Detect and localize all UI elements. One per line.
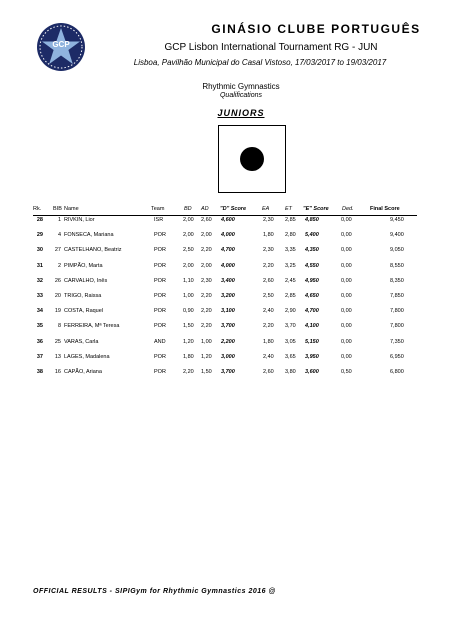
cell-et: 2,85	[285, 217, 296, 223]
cell-final: 7,800	[390, 323, 404, 330]
cell-team: POR	[154, 293, 166, 299]
cell-final: 9,050	[390, 247, 404, 254]
cell-final: 7,350	[390, 338, 404, 345]
cell-ad: 2,00	[201, 232, 212, 239]
cell-d: 3,100	[221, 308, 235, 315]
col-bd: BD	[184, 206, 192, 212]
table-row	[33, 247, 417, 257]
cell-ded: 0,00	[341, 293, 352, 299]
club-name: GINÁSIO CLUBE PORTUGUÊS	[211, 22, 421, 36]
cell-bib: 27	[54, 247, 61, 254]
cell-et: 2,45	[285, 277, 296, 284]
category-title: JUNIORS	[217, 108, 265, 118]
cell-rk: 36	[36, 338, 43, 345]
table-row	[33, 293, 417, 303]
cell-ad: 2,20	[201, 308, 212, 315]
cell-ad: 2,30	[201, 277, 212, 284]
cell-final: 8,350	[390, 277, 404, 284]
col-d-score: "D" Score	[220, 206, 247, 212]
cell-ad: 1,00	[201, 338, 212, 345]
cell-ded: 0,00	[341, 277, 352, 284]
cell-ad: 1,50	[201, 369, 212, 375]
cell-ea: 2,50	[263, 293, 274, 299]
cell-bib: 2	[57, 262, 61, 269]
cell-bib: 19	[54, 308, 61, 315]
cell-ded: 0,00	[341, 232, 352, 239]
cell-team: POR	[154, 277, 166, 284]
cell-e: 5,400	[305, 232, 319, 239]
cell-ea: 2,40	[263, 353, 274, 360]
cell-d: 4,700	[221, 247, 235, 254]
cell-team: POR	[154, 353, 166, 360]
cell-rk: 34	[36, 308, 43, 315]
cell-et: 2,85	[285, 293, 296, 299]
col-final-score: Final Score	[370, 206, 400, 212]
cell-team: ISR	[154, 217, 164, 223]
cell-name: PIMPÃO, Marta	[64, 262, 103, 269]
apparatus-box	[218, 125, 286, 193]
cell-ad: 2,60	[201, 217, 212, 223]
cell-et: 2,90	[285, 308, 296, 315]
cell-e: 4,550	[305, 262, 319, 269]
col-ded: Ded.	[342, 206, 354, 212]
col-rank: Rk.	[33, 206, 42, 212]
cell-name: RIVKIN, Lior	[64, 217, 95, 223]
cell-rk: 28	[36, 217, 43, 223]
table-row	[33, 278, 417, 288]
cell-bib: 25	[54, 338, 61, 345]
cell-e: 4,700	[305, 308, 319, 315]
cell-ded: 0,00	[341, 217, 352, 223]
cell-d: 3,000	[221, 353, 235, 360]
cell-ded: 0,00	[341, 338, 352, 345]
cell-e: 4,350	[305, 247, 319, 254]
cell-d: 4,000	[221, 262, 235, 269]
cell-rk: 30	[36, 247, 43, 254]
cell-final: 8,550	[390, 262, 404, 269]
cell-bib: 8	[57, 323, 61, 330]
cell-et: 3,05	[285, 338, 296, 345]
cell-e: 4,100	[305, 323, 319, 330]
cell-name: TRIGO, Raissa	[64, 293, 102, 299]
cell-ded: 0,00	[341, 262, 352, 269]
cell-bd: 2,20	[183, 369, 194, 375]
table-row	[33, 323, 417, 333]
table-row	[33, 217, 417, 227]
cell-et: 3,80	[285, 369, 296, 375]
table-row	[33, 339, 417, 349]
cell-d: 3,400	[221, 277, 235, 284]
cell-rk: 38	[36, 369, 43, 375]
cell-ea: 2,20	[263, 323, 274, 330]
cell-rk: 35	[36, 323, 43, 330]
cell-et: 2,80	[285, 232, 296, 239]
cell-ad: 2,20	[201, 247, 212, 254]
cell-name: VARAS, Carla	[64, 338, 99, 345]
logo-lettering: GCP	[52, 40, 70, 49]
cell-name: LAGES, Madalena	[64, 353, 110, 360]
cell-team: POR	[154, 247, 166, 254]
club-logo	[36, 22, 86, 72]
col-name: Name	[64, 206, 79, 212]
cell-name: FONSECA, Mariana	[64, 232, 114, 239]
cell-bd: 1,20	[183, 338, 194, 345]
cell-rk: 37	[36, 353, 43, 360]
cell-d: 3,700	[221, 323, 235, 330]
cell-e: 4,650	[305, 293, 319, 299]
cell-e: 4,850	[305, 217, 319, 223]
cell-ea: 1,80	[263, 338, 274, 345]
cell-bib: 1	[57, 217, 61, 223]
cell-rk: 31	[36, 262, 43, 269]
cell-et: 3,35	[285, 247, 296, 254]
cell-et: 3,65	[285, 353, 296, 360]
cell-ea: 2,30	[263, 217, 274, 223]
cell-bd: 1,00	[183, 293, 194, 299]
col-ea: EA	[262, 206, 270, 212]
cell-bib: 20	[54, 293, 61, 299]
cell-bd: 2,50	[183, 247, 194, 254]
cell-rk: 33	[36, 293, 43, 299]
cell-ea: 2,30	[263, 247, 274, 254]
cell-rk: 32	[36, 277, 43, 284]
cell-name: COSTA, Raquel	[64, 308, 104, 315]
cell-bib: 26	[54, 277, 61, 284]
cell-name: CASTELHANO, Beatriz	[64, 247, 122, 254]
table-row	[33, 369, 417, 379]
cell-d: 2,200	[221, 338, 235, 345]
cell-ad: 2,20	[201, 293, 212, 299]
col-team: Team	[151, 206, 165, 212]
discipline: Rhythmic Gymnastics	[202, 82, 280, 91]
cell-ea: 2,60	[263, 369, 274, 375]
cell-name: CAPÃO, Ariana	[64, 369, 102, 375]
cell-final: 6,950	[390, 353, 404, 360]
cell-name: FERREIRA, Mª Teresa	[64, 323, 120, 330]
cell-bd: 1,50	[183, 323, 194, 330]
footer-note: OFFICIAL RESULTS - SIPIGym for Rhythmic Gymnastics 2016 @	[33, 588, 276, 595]
cell-team: POR	[154, 369, 166, 375]
cell-ad: 2,00	[201, 262, 212, 269]
cell-d: 4,600	[221, 217, 235, 223]
cell-e: 4,950	[305, 277, 319, 284]
col-ad: AD	[201, 206, 209, 212]
cell-bd: 2,00	[183, 217, 194, 223]
phase: Qualifications	[219, 92, 263, 99]
cell-et: 3,25	[285, 262, 296, 269]
cell-ad: 1,20	[201, 353, 212, 360]
cell-bd: 2,00	[183, 232, 194, 239]
table-header	[33, 206, 417, 216]
cell-ea: 2,40	[263, 308, 274, 315]
cell-et: 3,70	[285, 323, 296, 330]
ball-icon	[240, 147, 264, 171]
cell-bd: 2,00	[183, 262, 194, 269]
venue-dates: Lisboa, Pavilhão Municipal do Casal Vistoso, 17/03/2017 to 19/03/2017	[133, 58, 387, 67]
col-et: ET	[285, 206, 293, 212]
cell-e: 3,950	[305, 353, 319, 360]
cell-d: 3,200	[221, 293, 235, 299]
cell-final: 6,800	[390, 369, 404, 375]
cell-ea: 2,20	[263, 262, 274, 269]
cell-e: 5,150	[305, 338, 319, 345]
tournament-title: GCP Lisbon International Tournament RG - JUN	[164, 42, 378, 53]
table-row	[33, 263, 417, 273]
cell-bib: 16	[54, 369, 61, 375]
cell-ded: 0,00	[341, 353, 352, 360]
cell-bib: 4	[57, 232, 61, 239]
cell-name: CARVALHO, Inês	[64, 277, 108, 284]
cell-bd: 1,10	[183, 277, 194, 284]
cell-bib: 13	[54, 353, 61, 360]
table-row	[33, 308, 417, 318]
cell-team: POR	[154, 262, 166, 269]
cell-ded: 0,00	[341, 308, 352, 315]
cell-e: 3,600	[305, 369, 319, 375]
cell-team: POR	[154, 308, 166, 315]
cell-team: POR	[154, 323, 166, 330]
table-row	[33, 354, 417, 364]
col-bib: BIB	[53, 206, 62, 212]
cell-ded: 0,00	[341, 323, 352, 330]
cell-team: POR	[154, 232, 166, 239]
col-e-score: "E" Score	[303, 206, 329, 212]
cell-final: 7,850	[390, 293, 404, 299]
cell-bd: 1,80	[183, 353, 194, 360]
cell-ea: 2,60	[263, 277, 274, 284]
table-row	[33, 232, 417, 242]
cell-rk: 29	[36, 232, 43, 239]
cell-ea: 1,80	[263, 232, 274, 239]
cell-team: AND	[154, 338, 166, 345]
cell-ad: 2,20	[201, 323, 212, 330]
cell-final: 9,400	[390, 232, 404, 239]
cell-ded: 0,50	[341, 369, 352, 375]
cell-final: 9,450	[390, 217, 404, 223]
cell-bd: 0,90	[183, 308, 194, 315]
cell-d: 3,700	[221, 369, 235, 375]
cell-ded: 0,00	[341, 247, 352, 254]
cell-final: 7,800	[390, 308, 404, 315]
cell-d: 4,000	[221, 232, 235, 239]
